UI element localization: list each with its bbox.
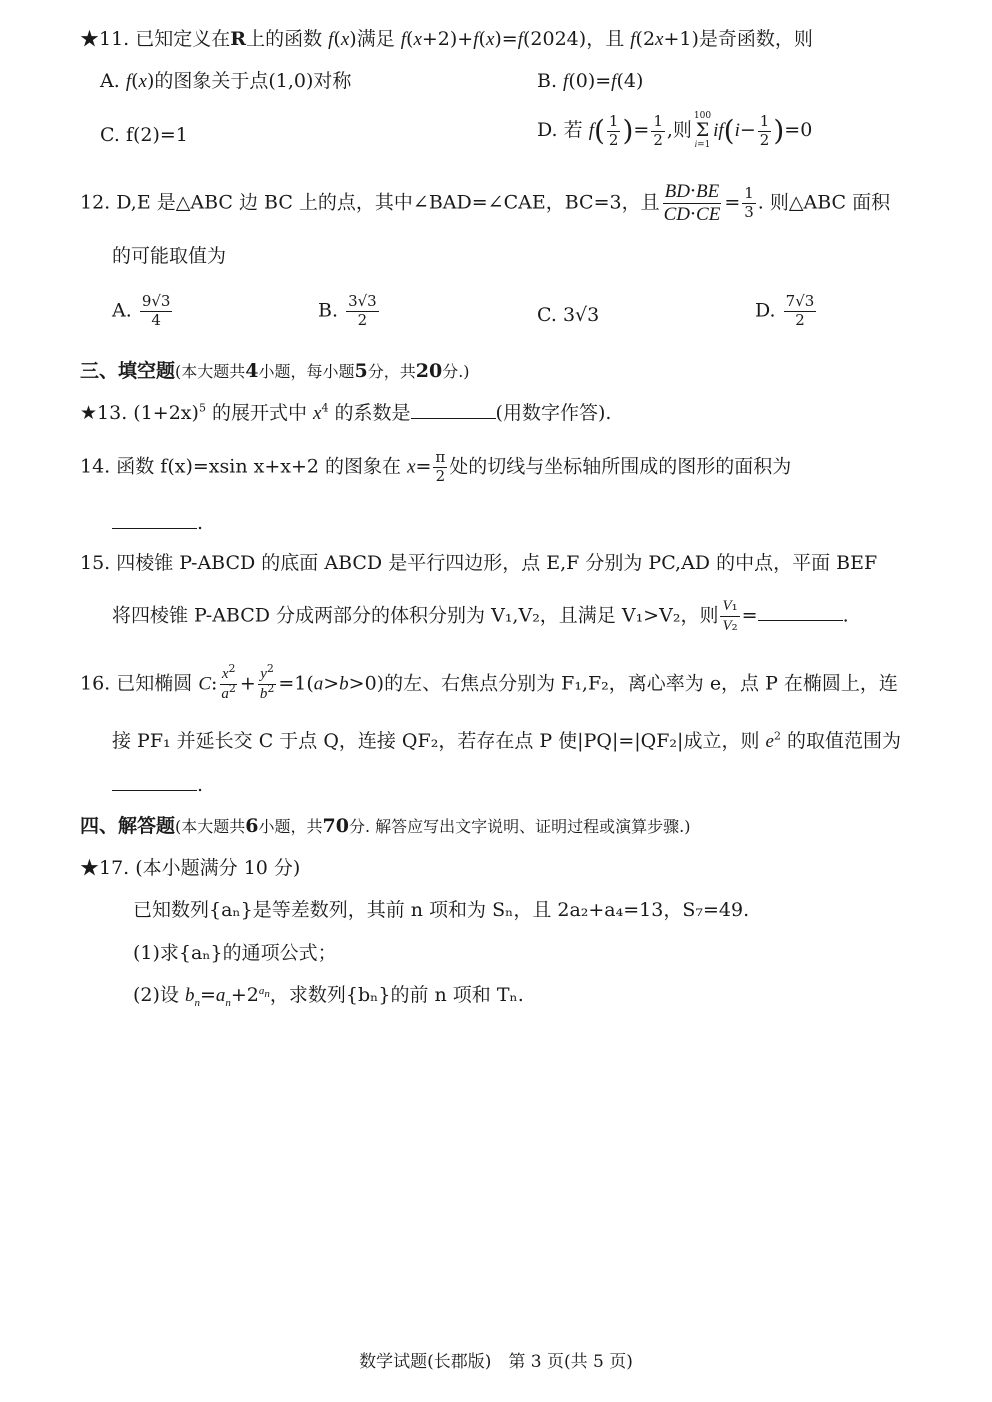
q17-title: ★17. (本小题满分 10 分): [80, 857, 301, 879]
q12-stem-tail: . 则△ABC 面积: [757, 191, 891, 214]
answer-blank[interactable]: [112, 527, 197, 529]
q11-stem-a: ★11. 已知定义在: [80, 28, 231, 50]
q12-stem: 12. D,E 是△ABC 边 BC 上的点，其中∠BAD=∠CAE，BC=3，且: [80, 191, 660, 214]
q15-line2: 将四棱锥 P-ABCD 分成两部分的体积分别为 V₁,V₂，且满足 V₁>V₂，则 $\frac{\text{V₁}}{\text{V₂}}$ = .: [112, 596, 849, 634]
q17-part2: (2)设 $b_n=a_n+2^{a_n}$，求数列{bₙ}的前 n 项和 Tₙ.: [133, 984, 524, 1009]
q11-stem-d: ，且: [586, 28, 625, 50]
answer-blank[interactable]: [411, 417, 496, 419]
q12-option-d: D. $\frac{7√3}{2}$: [755, 292, 815, 329]
q17-line1: 已知数列{aₙ}是等差数列，其前 n 项和为 Sₙ，且 2a₂+a₄=13，S₇=49.: [133, 899, 750, 921]
section-4-title: 四、解答题: [80, 815, 176, 837]
q11-option-b: B. f(0)=f(4): [537, 70, 644, 92]
question-11-stem: ★11. 已知定义在R上的函数 f(x)满足 f(x+2)+f(x)=f(2024)，且 f(2x+1)是奇函数，则: [80, 28, 813, 50]
q12-option-b: B. $\frac{3√3}{2}$: [318, 292, 377, 329]
q16-answer-line: .: [112, 776, 203, 795]
q17-part1: (1)求{aₙ}的通项公式；: [133, 942, 337, 964]
q12-option-c: C. 3√3: [537, 304, 600, 326]
q11-option-c: C. f(2)=1: [100, 124, 188, 146]
q16-line2: 接 PF₁ 并延长交 C 于点 Q，连接 QF₂，若存在点 P 使|PQ|=|QF₂|成立，则 $e^2$ 的取值范围为: [112, 729, 901, 752]
q15-line1: 15. 四棱锥 P-ABCD 的底面 ABCD 是平行四边形，点 E,F 分别为 PC,AD 的中点，平面 BEF: [80, 552, 878, 574]
q11-option-d-prefix: D. 若: [537, 119, 583, 141]
question-14: 14. 函数 f(x)=xsin x+x+2 的图象在 x= $\frac{\pi}{2}$ 处的切线与坐标轴所围成的图形的面积为: [80, 448, 792, 485]
q16-line1: 16. 已知椭圆 C: $\frac{x^2}{a^2}$ + $\frac{y^2}{b^2}$ =1(a>b>0)的左、右焦点分别为 F₁,F₂，离心率为 e，点 P 在椭圆上，连: [80, 662, 898, 702]
section-3-heading: 三、填空题(本大题共4小题，每小题5分，共20分.): [80, 360, 470, 382]
q11-stem-b: 上的函数: [246, 28, 323, 50]
question-13: ★13. $(1+2x)^5$ 的展开式中 $x^4$ 的系数是 (用数字作答).: [80, 401, 612, 424]
section-4-heading: 四、解答题(本大题共6小题，共70分. 解答应写出文字说明、证明过程或演算步骤.): [80, 815, 691, 837]
q11-bold-r: R: [230, 28, 247, 50]
q11-stem-c: 满足: [356, 28, 395, 50]
q11-option-a-text: 的图象关于点(1,0)对称: [154, 70, 352, 92]
q11-option-d: D. 若 f( $\frac{1}{2}$ )= $\frac{1}{2}$ ,则 100 Σ i=1 if(i− $\frac{1}{2}$ )=0: [537, 111, 813, 150]
q12-stem-line2: 的可能取值为: [112, 245, 227, 267]
answer-blank[interactable]: [112, 789, 197, 791]
page-footer: 数学试题(长郡版) 第 3 页(共 5 页): [359, 1352, 633, 1372]
section-3-title: 三、填空题: [80, 360, 176, 382]
question-12-stem: 12. D,E 是△ABC 边 BC 上的点，其中∠BAD=∠CAE，BC=3，且 $\frac{BD\cdot BE}{CD\cdot CE}$ = $\frac{1}{3}$ . 则△ABC 面积: [80, 180, 891, 225]
q12-option-a: A. $\frac{9√3}{4}$: [112, 292, 171, 329]
q11-stem-e: 是奇函数，则: [698, 28, 813, 50]
q11-option-a: A. f(x)的图象关于点(1,0)对称: [100, 70, 352, 92]
answer-blank[interactable]: [758, 619, 843, 621]
q14-answer-line: .: [112, 514, 203, 533]
